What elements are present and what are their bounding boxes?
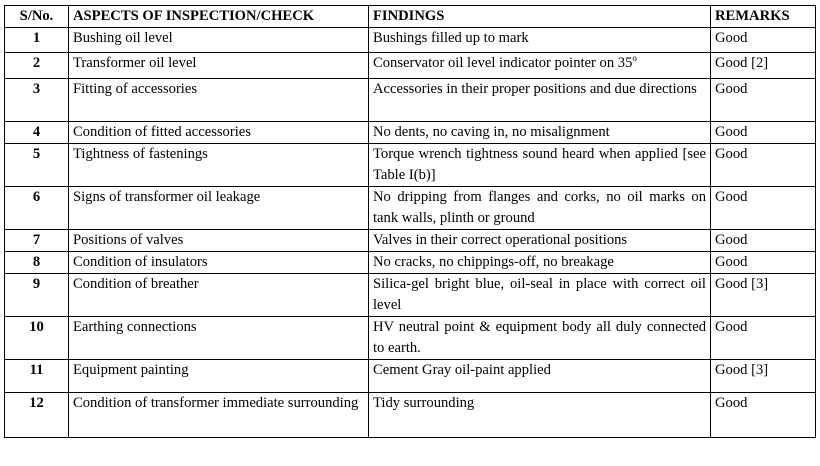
row-finding: No dripping from flanges and corks, no oil marks on tank walls, plinth or ground	[369, 187, 711, 230]
header-remarks: REMARKS	[711, 6, 816, 28]
row-finding: Bushings filled up to mark	[369, 28, 711, 53]
row-number: 8	[5, 252, 69, 274]
row-finding: Valves in their correct operational positions	[369, 230, 711, 252]
row-remark: Good [3]	[711, 274, 816, 317]
row-number: 1	[5, 28, 69, 53]
row-remark: Good	[711, 252, 816, 274]
row-remark: Good	[711, 144, 816, 187]
row-aspect: Earthing connections	[69, 317, 369, 360]
row-number: 2	[5, 53, 69, 79]
row-number: 11	[5, 360, 69, 393]
row-remark: Good	[711, 393, 816, 438]
row-remark: Good [3]	[711, 360, 816, 393]
row-aspect: Condition of breather	[69, 274, 369, 317]
row-aspect: Fitting of accessories	[69, 79, 369, 122]
row-number: 6	[5, 187, 69, 230]
row-remark: Good	[711, 28, 816, 53]
row-finding: Cement Gray oil-paint applied	[369, 360, 711, 393]
row-number: 12	[5, 393, 69, 438]
row-number: 10	[5, 317, 69, 360]
row-remark: Good	[711, 122, 816, 144]
row-finding: HV neutral point & equipment body all duly connected to earth.	[369, 317, 711, 360]
row-number: 5	[5, 144, 69, 187]
row-aspect: Transformer oil level	[69, 53, 369, 79]
table-row	[5, 230, 816, 252]
row-aspect: Condition of insulators	[69, 252, 369, 274]
row-finding: Silica-gel bright blue, oil-seal in place with correct oil level	[369, 274, 711, 317]
row-aspect: Positions of valves	[69, 230, 369, 252]
row-number: 4	[5, 122, 69, 144]
row-finding: No cracks, no chippings-off, no breakage	[369, 252, 711, 274]
row-finding: Conservator oil level indicator pointer on 35	[373, 55, 633, 71]
table-header-row	[5, 6, 816, 28]
table-row	[5, 28, 816, 53]
row-aspect: Bushing oil level	[69, 28, 369, 53]
row-finding-cell	[369, 53, 711, 79]
row-remark: Good	[711, 79, 816, 122]
row-number: 9	[5, 274, 69, 317]
row-finding: No dents, no caving in, no misalignment	[369, 122, 711, 144]
table-row	[5, 144, 816, 187]
row-remark: Good	[711, 317, 816, 360]
row-remark: Good [2]	[711, 53, 816, 79]
header-findings: FINDINGS	[369, 6, 711, 28]
table-row	[5, 317, 816, 360]
row-finding: Torque wrench tightness sound heard when applied [see Table I(b)]	[369, 144, 711, 187]
row-number: 7	[5, 230, 69, 252]
header-sno: S/No.	[5, 6, 69, 28]
degree-superscript: o	[632, 53, 637, 64]
table-row	[5, 53, 816, 79]
table-row	[5, 274, 816, 317]
table-row	[5, 122, 816, 144]
row-finding: Tidy surrounding	[369, 393, 711, 438]
row-aspect: Tightness of fastenings	[69, 144, 369, 187]
row-remark: Good	[711, 187, 816, 230]
row-aspect: Equipment painting	[69, 360, 369, 393]
row-aspect: Condition of transformer immediate surrounding	[69, 393, 369, 438]
table-row	[5, 79, 816, 122]
table-row	[5, 393, 816, 438]
row-finding: Accessories in their proper positions and due directions	[369, 79, 711, 122]
row-aspect: Signs of transformer oil leakage	[69, 187, 369, 230]
table-row	[5, 360, 816, 393]
row-number: 3	[5, 79, 69, 122]
row-remark: Good	[711, 230, 816, 252]
table-row	[5, 187, 816, 230]
row-aspect: Condition of fitted accessories	[69, 122, 369, 144]
table-row	[5, 252, 816, 274]
header-aspect: ASPECTS OF INSPECTION/CHECK	[69, 6, 369, 28]
inspection-table	[4, 5, 816, 438]
